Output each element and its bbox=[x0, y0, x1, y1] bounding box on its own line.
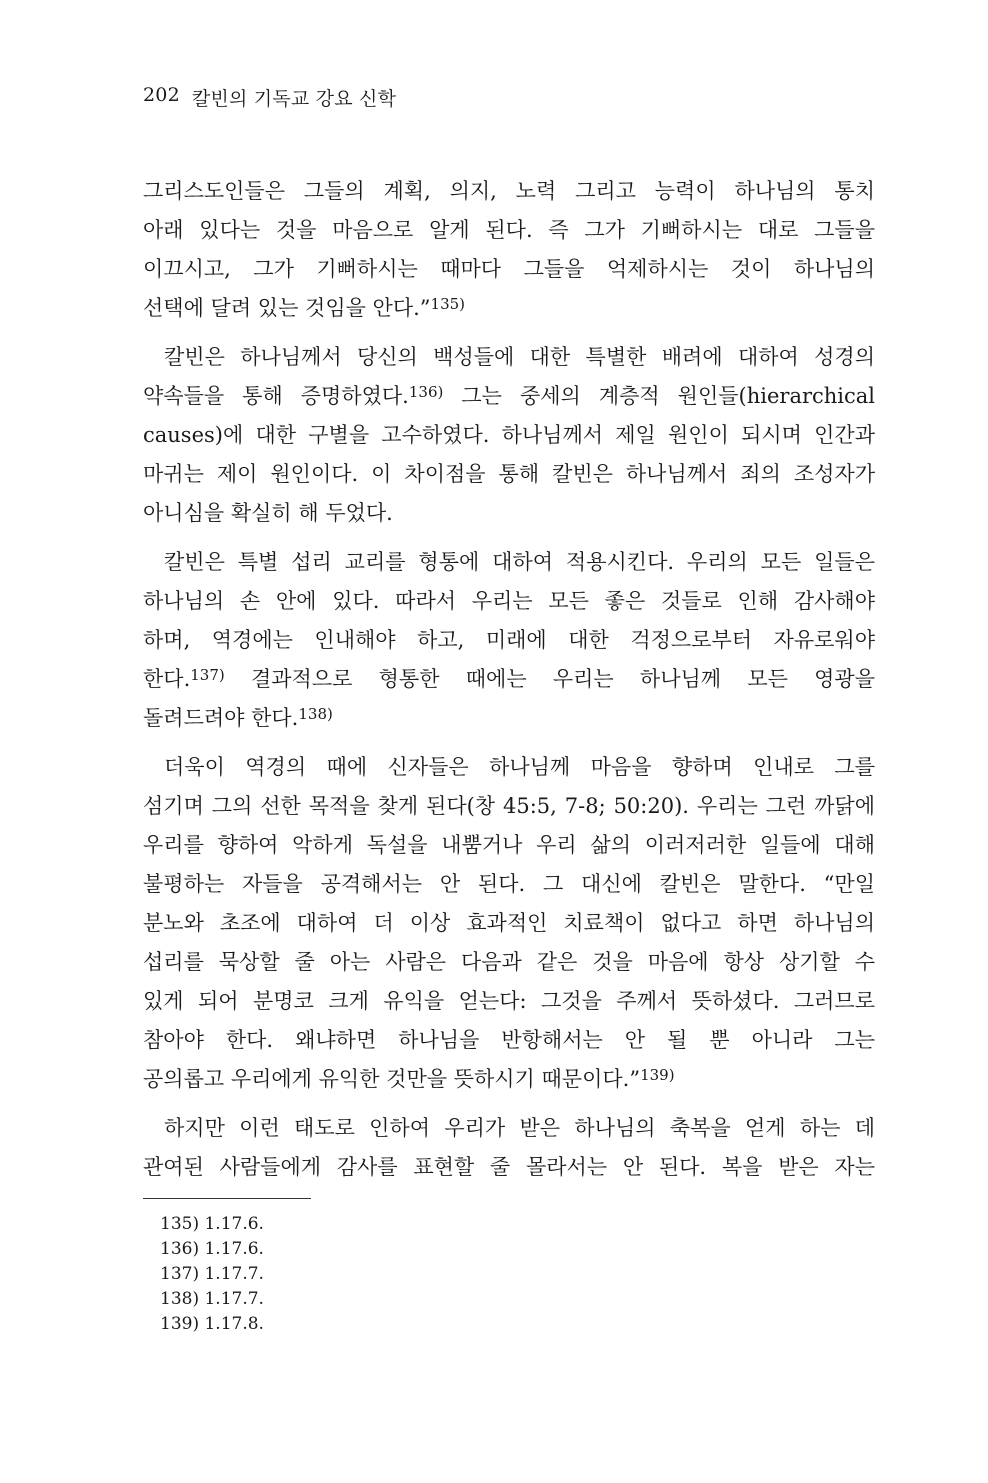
text-line: 불평하는 자들을 공격해서는 안 된다. 그 대신에 칼빈은 말한다. “만일 bbox=[143, 872, 875, 896]
footnote-ref: 139) bbox=[640, 1066, 675, 1084]
footnote: 136) 1.17.6. bbox=[160, 1239, 264, 1259]
text-line: 공의롭고 우리에게 유익한 것만을 뜻하시기 때문이다.”$^{139)}$ bbox=[143, 1066, 675, 1091]
paragraph bbox=[143, 338, 875, 533]
text-line: 한다.$^{137)}$ 결과적으로 형통한 때에는 우리는 하나님께 모든 영광을 bbox=[143, 666, 875, 691]
paragraph bbox=[143, 748, 875, 1099]
footnote: 139) 1.17.8. bbox=[160, 1314, 264, 1334]
text-line: 섭리를 묵상할 줄 아는 사람은 다음과 같은 것을 마음에 항상 상기할 수 bbox=[143, 950, 875, 974]
text-line: 섬기며 그의 선한 목적을 찾게 된다(창 45:5, 7-8; 50:20). 우리는 그런 까닭에 bbox=[143, 794, 875, 818]
text-line: 아니심을 확실히 해 두었다. bbox=[143, 501, 393, 525]
text-line: 마귀는 제이 원인이다. 이 차이점을 통해 칼빈은 하나님께서 죄의 조성자가 bbox=[143, 462, 875, 486]
footnote: 137) 1.17.7. bbox=[160, 1264, 264, 1284]
body-text bbox=[143, 172, 875, 1187]
text-line: 아래 있다는 것을 마음으로 알게 된다. 즉 그가 기뻐하시는 대로 그들을 bbox=[143, 218, 875, 242]
text-line: 하나님의 손 안에 있다. 따라서 우리는 모든 좋은 것들로 인해 감사해야 bbox=[143, 589, 875, 613]
paragraph bbox=[143, 543, 875, 738]
footnote-ref: 137) bbox=[190, 666, 225, 684]
text-line: 하며, 역경에는 인내해야 하고, 미래에 대한 걱정으로부터 자유로워야 bbox=[143, 628, 875, 652]
footnotes bbox=[160, 1212, 264, 1337]
text-line: 하지만 이런 태도로 인하여 우리가 받은 하나님의 축복을 얻게 하는 데 bbox=[164, 1116, 875, 1140]
text-line: 더욱이 역경의 때에 신자들은 하나님께 마음을 향하며 인내로 그를 bbox=[164, 755, 875, 779]
footnote-ref: 138) bbox=[298, 705, 333, 723]
paragraph bbox=[143, 172, 875, 328]
text-line: 관여된 사람들에게 감사를 표현할 줄 몰라서는 안 된다. 복을 받은 자는 bbox=[143, 1155, 875, 1179]
footnote: 135) 1.17.6. bbox=[160, 1214, 264, 1234]
text-line: causes)에 대한 구별을 고수하였다. 하나님께서 제일 원인이 되시며 인간과 bbox=[143, 423, 875, 447]
text-line: 분노와 초조에 대하여 더 이상 효과적인 치료책이 없다고 하면 하나님의 bbox=[143, 911, 875, 935]
paragraph bbox=[143, 1109, 875, 1187]
text-line: 이끄시고, 그가 기뻐하시는 때마다 그들을 억제하시는 것이 하나님의 bbox=[143, 257, 875, 281]
text-line: 있게 되어 분명코 크게 유익을 얻는다: 그것을 주께서 뜻하셨다. 그러므로 bbox=[143, 989, 875, 1013]
footnote-ref: 136) bbox=[408, 383, 444, 401]
text-line: 칼빈은 하나님께서 당신의 백성들에 대한 특별한 배려에 대하여 성경의 bbox=[164, 345, 875, 369]
footnote: 138) 1.17.7. bbox=[160, 1289, 264, 1309]
footnote-ref: 135) bbox=[430, 295, 466, 313]
book-title: 칼빈의 기독교 강요 신학 bbox=[191, 88, 397, 110]
text-line: 약속들을 통해 증명하였다.$^{136)}$ 그는 중세의 계층적 원인들(hierarchical bbox=[143, 383, 876, 408]
page-number: 202 bbox=[143, 84, 180, 106]
text-line: 그리스도인들은 그들의 계획, 의지, 노력 그리고 능력이 하나님의 통치 bbox=[143, 179, 875, 203]
running-header bbox=[143, 84, 396, 111]
text-line: 돌려드려야 한다.$^{138)}$ bbox=[143, 705, 333, 730]
text-line: 참아야 한다. 왜냐하면 하나님을 반항해서는 안 될 뿐 아니라 그는 bbox=[143, 1028, 875, 1052]
text-line: 칼빈은 특별 섭리 교리를 형통에 대하여 적용시킨다. 우리의 모든 일들은 bbox=[164, 550, 875, 574]
text-line: 선택에 달려 있는 것임을 안다.”$^{135)}$ bbox=[143, 295, 466, 320]
footnote-divider bbox=[143, 1198, 311, 1199]
text-line: 우리를 향하여 악하게 독설을 내뿜거나 우리 삶의 이러저러한 일들에 대해 bbox=[143, 833, 875, 857]
